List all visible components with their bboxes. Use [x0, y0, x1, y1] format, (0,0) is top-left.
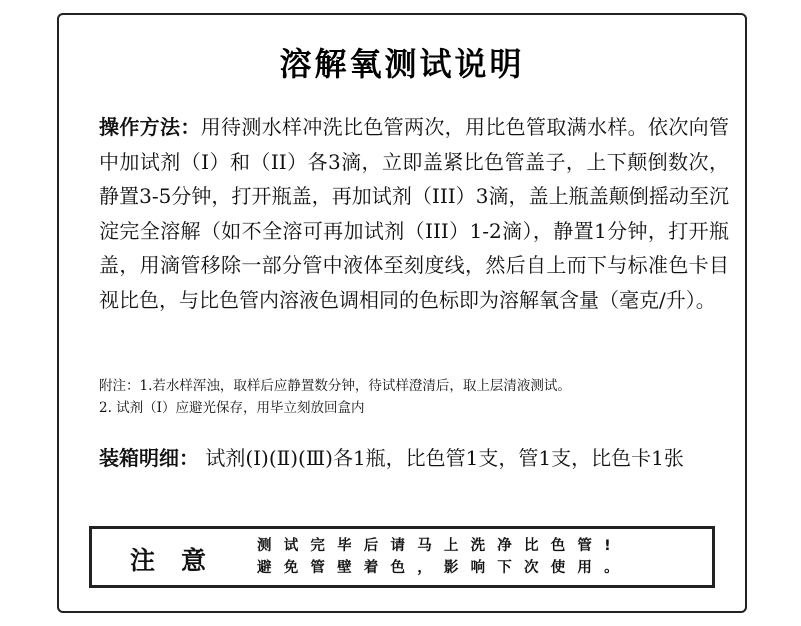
- notice-text: [257, 535, 631, 579]
- packing-label: 装箱明细：: [99, 446, 199, 470]
- notice-box: [89, 526, 715, 588]
- method-section: [99, 110, 729, 317]
- packing-section: [99, 441, 729, 475]
- page-title: 溶解氧测试说明: [279, 45, 525, 83]
- method-text: 用待测水样冲洗比色管两次，用比色管取满水样。依次向管中加试剂（I）和（II）各3滴，立即盖紧比色管盖子，上下颠倒数次，静置3-5分钟，打开瓶盖，再加试剂（III）3滴，盖上瓶盖颠倒摇动至沉淀完全溶解（如不全溶可再加试剂（III）1-2滴），静置1分钟，打开瓶盖，用滴管移除一部分管中液体至刻度线，然后自上而下与标准色卡目视比色，与比色管内溶液色调相同的色标即为溶解氧含量（毫克/升）。: [99, 115, 730, 312]
- note-line-2: 2. 试剂（I）应避光保存，用毕立刻放回盒内: [99, 400, 365, 416]
- notice-line-2: 避免管壁着色，影响下次使用。: [257, 560, 631, 576]
- instruction-card: [57, 13, 747, 613]
- notice-line-1: 测试完毕后请马上洗净比色管!: [257, 538, 623, 554]
- notice-label: 注意: [130, 546, 233, 575]
- note-line-1: 附注：1.若水样浑浊，取样后应静置数分钟，待试样澄清后，取上层清液测试。: [99, 378, 571, 394]
- packing-text: 试剂(Ⅰ)(Ⅱ)(Ⅲ)各1瓶，比色管1支，管1支，比色卡1张: [199, 446, 684, 470]
- method-label: 操作方法：: [99, 115, 201, 139]
- notes-section: [99, 375, 729, 419]
